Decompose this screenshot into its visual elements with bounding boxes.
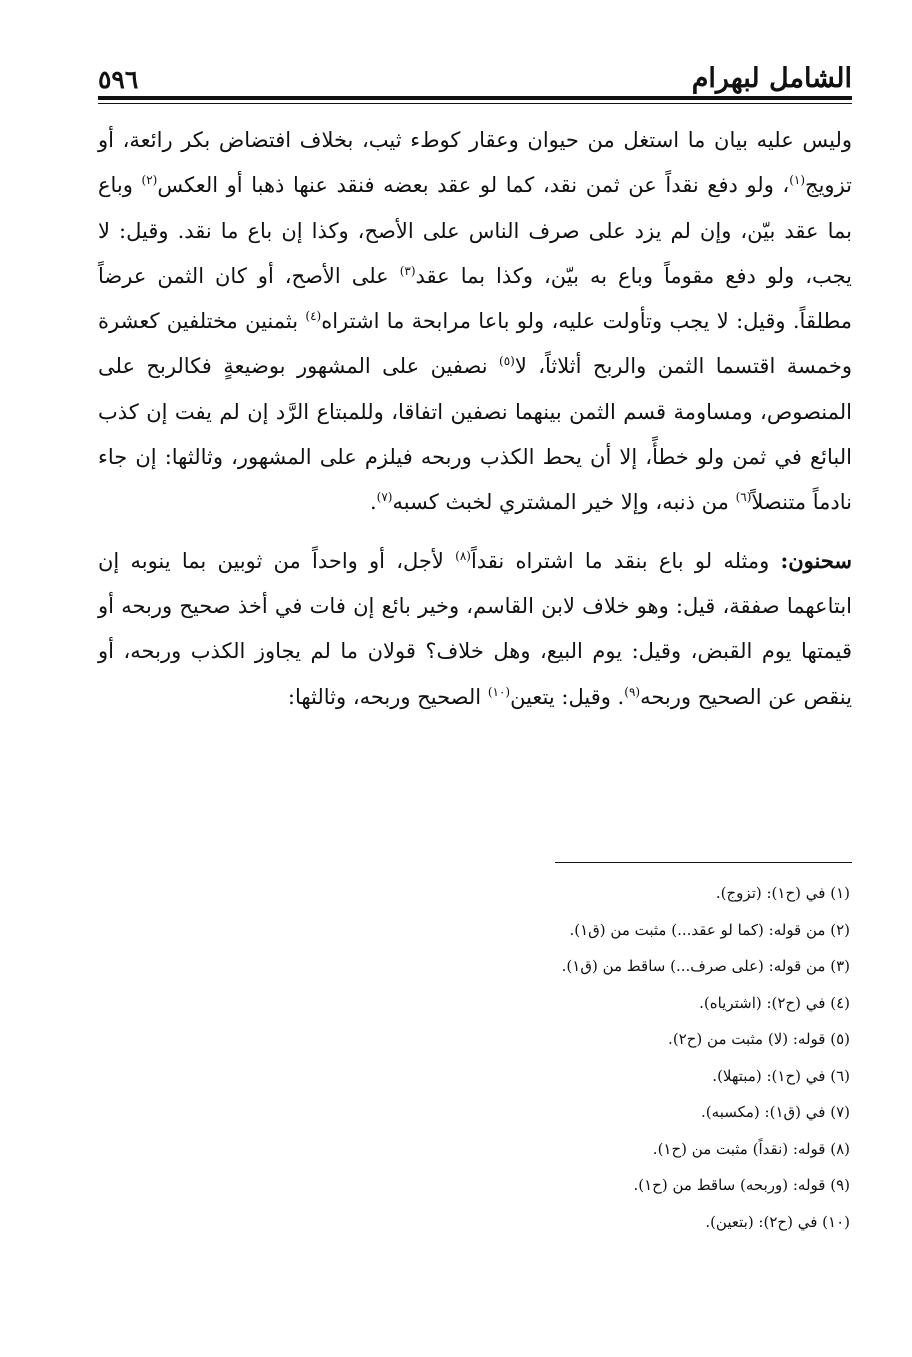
footnote-ref[interactable]: (٧) — [376, 490, 393, 505]
footnote-ref[interactable]: (١٠) — [487, 684, 511, 699]
text-segment: وليس عليه بيان ما استغل من حيوان وعقار كوطء ثيب، بخلاف افتضاض بكر رائعة، أو تزويج — [98, 128, 853, 198]
paragraph-lead: سحنون: — [780, 547, 853, 573]
paragraph — [98, 118, 852, 526]
text-segment: الصحيح وربحه، وثالثها: — [287, 684, 488, 709]
footnote-item: (٣) من قوله: (على صرف...) ساقط من (ق١). — [561, 957, 850, 975]
footnote-item: (١) في (ح١): (تزوج). — [715, 884, 850, 902]
footnotes-list — [330, 875, 850, 1240]
text-segment: . — [369, 490, 377, 515]
page-header — [98, 48, 852, 94]
footnote-item: (٤) في (ح٢): (اشترياه). — [699, 993, 850, 1012]
header-rule-thin — [98, 103, 852, 104]
footnote-ref[interactable]: (٣) — [399, 263, 416, 278]
text-segment: وباع بما عقد بيّن، وإن لم يزد على صرف الناس على الأصح، وكذا إن باع ما نقد. وقيل: لا يجب، ولو دفع مقوماً وباع به بيّن، وكذا بما عقد — [98, 173, 853, 288]
footnote-item: (٦) في (ح١): (مبتهلا). — [712, 1066, 850, 1085]
text-segment: على الأصح، أو كان الثمن عرضاً مطلقاً. وقيل: لا يجب وتأولت عليه، ولو باعا مرابحة ما اشتراه — [98, 263, 853, 334]
text-segment: ومثله لو باع بنقد ما اشتراه نقداً — [470, 548, 781, 573]
footnote-item: (٢) من قوله: (كما لو عقد...) مثبت من (ق١). — [569, 920, 850, 939]
footnote-item: (٧) في (ق١): (مكسبه). — [701, 1103, 850, 1121]
text-segment: . وقيل: يتعين — [510, 684, 625, 709]
paragraph — [98, 538, 852, 720]
running-title: الشامل لبهرام — [691, 63, 852, 94]
footnote-ref[interactable]: (٢) — [141, 173, 158, 188]
footnote-item: (١٠) في (ح٢): (بتعين). — [705, 1212, 850, 1231]
main-text — [98, 118, 852, 720]
footnote-separator — [555, 862, 852, 863]
footnote-ref[interactable]: (٦) — [735, 490, 752, 505]
text-segment: بثمنين مختلفين كعشرة وخمسة اقتسما الثمن والربح أثلاثاً، لا — [98, 309, 852, 379]
page-number: ٥٩٦ — [98, 65, 139, 94]
footnote-item: (٥) قوله: (لا) مثبت من (ح٢). — [668, 1030, 850, 1048]
footnote-item: (٩) قوله: (وربحه) ساقط من (ح١). — [633, 1176, 850, 1194]
footnote-ref[interactable]: (٥) — [499, 354, 515, 369]
header-rule-thick — [98, 96, 852, 100]
footnote-ref[interactable]: (٤) — [305, 309, 322, 324]
text-segment: لأجل، أو واحداً من ثوبين بما ينوبه إن ابتاعهما صفقة، قيل: وهو خلاف لابن القاسم، وخير بائع إن فات في أخذ صحيح وربحه أو قيمتها يوم القبض، وقيل: يوم البيع، وهل خلاف؟ قولان ما لم يجاوز الكذب وربحه، أو ينقص عن الصحيح وربحه — [98, 548, 852, 709]
text-segment: من ذنبه، وإلا خير المشتري لخبث كسبه — [392, 490, 736, 515]
text-segment: ، ولو دفع نقداً عن ثمن نقد، كما لو عقد بعضه فنقد عنها ذهبا أو العكس — [157, 173, 790, 198]
footnote-ref[interactable]: (٩) — [624, 684, 641, 699]
text-segment: نصفين على المشهور بوضيعةٍ فكالربح على المنصوص، ومساومة قسم الثمن بينهما نصفين اتفاقا، وللمبتاع الرَّد إن لم يفت إن كذب البائع في ثمن ولو خطأً، إلا أن يحط الكذب وربحه فيلزم على المشهور، وثالثها: إن جاء نادماً متنصلاً — [98, 354, 852, 515]
footnote-ref[interactable]: (١) — [789, 173, 806, 188]
footnote-ref[interactable]: (٨) — [455, 548, 471, 563]
footnote-item: (٨) قوله: (نقداً) مثبت من (ح١). — [652, 1139, 850, 1158]
